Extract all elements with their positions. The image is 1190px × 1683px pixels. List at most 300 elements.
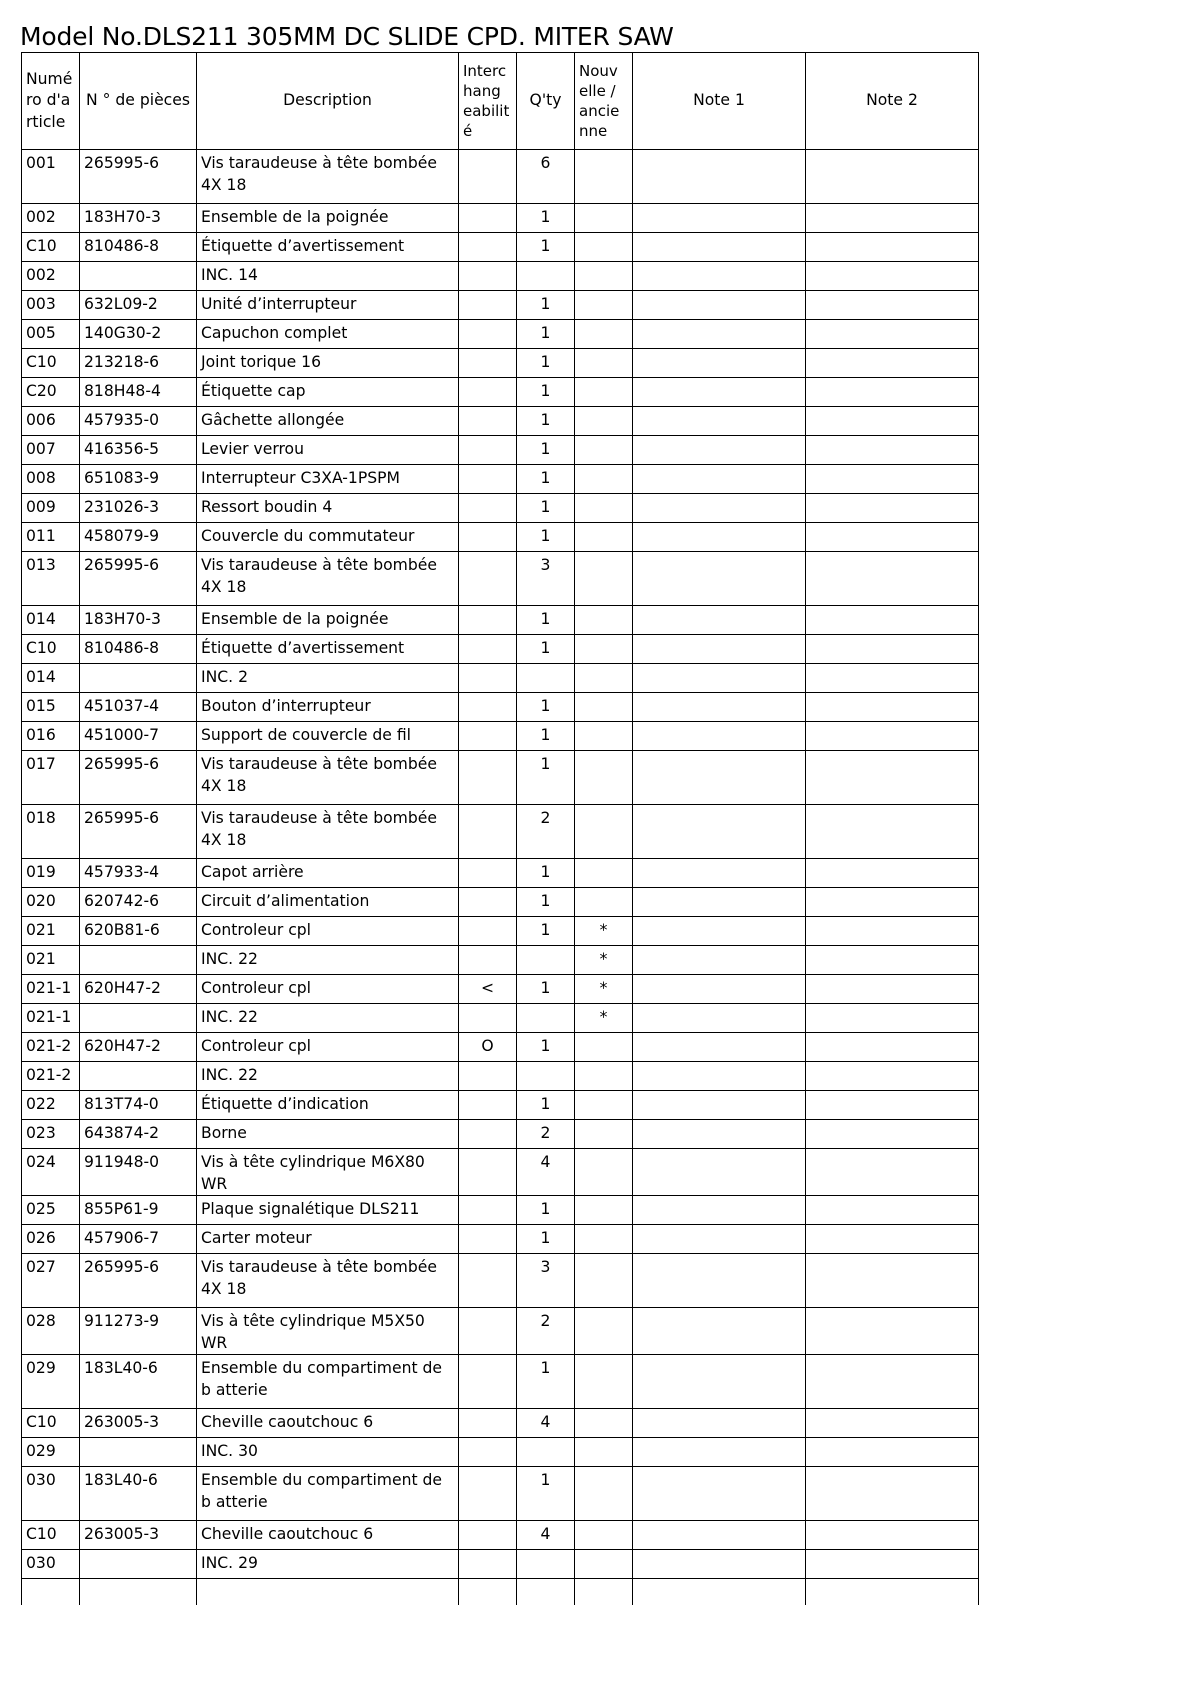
- cell-item-no: C10: [22, 1409, 80, 1438]
- cell-note-1: [633, 233, 806, 262]
- cell-interchangeability: [459, 378, 517, 407]
- cell-part-no: 818H48-4: [80, 378, 197, 407]
- cell-new-old: [575, 1308, 633, 1355]
- empty-cell: [575, 1579, 633, 1605]
- cell-qty: 1: [517, 320, 575, 349]
- cell-note-1: [633, 635, 806, 664]
- cell-note-1: [633, 888, 806, 917]
- cell-part-no: 810486-8: [80, 635, 197, 664]
- cell-part-no: [80, 946, 197, 975]
- cell-new-old: [575, 1521, 633, 1550]
- empty-cell: [806, 1579, 979, 1605]
- cell-qty: 1: [517, 465, 575, 494]
- table-row: [22, 552, 979, 606]
- header-part-no: N ° de pièces: [80, 53, 197, 150]
- cell-interchangeability: [459, 320, 517, 349]
- table-row: [22, 805, 979, 859]
- cell-note-2: [806, 1033, 979, 1062]
- cell-qty: 1: [517, 751, 575, 805]
- cell-part-no: 265995-6: [80, 552, 197, 606]
- cell-description: Interrupteur C3XA-1PSPM: [197, 465, 459, 494]
- table-row: [22, 1521, 979, 1550]
- table-row-empty: [22, 1579, 979, 1605]
- cell-qty: 1: [517, 693, 575, 722]
- cell-new-old: [575, 1196, 633, 1225]
- cell-item-no: 006: [22, 407, 80, 436]
- table-row: [22, 888, 979, 917]
- cell-qty: 1: [517, 1467, 575, 1521]
- cell-new-old: *: [575, 975, 633, 1004]
- cell-description: Capuchon complet: [197, 320, 459, 349]
- cell-interchangeability: [459, 751, 517, 805]
- cell-item-no: 015: [22, 693, 80, 722]
- cell-description: INC. 14: [197, 262, 459, 291]
- table-row: [22, 664, 979, 693]
- cell-new-old: [575, 1409, 633, 1438]
- cell-interchangeability: [459, 291, 517, 320]
- table-row: [22, 523, 979, 552]
- cell-interchangeability: [459, 523, 517, 552]
- cell-interchangeability: [459, 635, 517, 664]
- cell-interchangeability: [459, 805, 517, 859]
- cell-qty: 1: [517, 635, 575, 664]
- cell-interchangeability: [459, 664, 517, 693]
- cell-interchangeability: [459, 1196, 517, 1225]
- cell-new-old: [575, 664, 633, 693]
- cell-part-no: 183H70-3: [80, 606, 197, 635]
- cell-interchangeability: [459, 1149, 517, 1196]
- cell-new-old: [575, 751, 633, 805]
- cell-part-no: 643874-2: [80, 1120, 197, 1149]
- cell-note-2: [806, 805, 979, 859]
- cell-interchangeability: [459, 1438, 517, 1467]
- table-row: [22, 378, 979, 407]
- cell-note-1: [633, 204, 806, 233]
- cell-qty: 1: [517, 204, 575, 233]
- cell-item-no: C10: [22, 635, 80, 664]
- cell-note-1: [633, 436, 806, 465]
- cell-note-2: [806, 378, 979, 407]
- cell-new-old: [575, 1149, 633, 1196]
- cell-note-2: [806, 751, 979, 805]
- cell-description: Controleur cpl: [197, 975, 459, 1004]
- cell-item-no: 030: [22, 1550, 80, 1579]
- parts-table: [21, 52, 979, 1605]
- cell-qty: 1: [517, 975, 575, 1004]
- cell-qty: 6: [517, 150, 575, 204]
- cell-new-old: *: [575, 1004, 633, 1033]
- cell-new-old: [575, 150, 633, 204]
- cell-qty: 1: [517, 233, 575, 262]
- table-header-row: [22, 53, 979, 150]
- cell-note-1: [633, 1550, 806, 1579]
- cell-part-no: 651083-9: [80, 465, 197, 494]
- cell-new-old: [575, 693, 633, 722]
- cell-part-no: 265995-6: [80, 751, 197, 805]
- cell-description: Ensemble du compartiment de b atterie: [197, 1467, 459, 1521]
- table-row: [22, 917, 979, 946]
- cell-new-old: [575, 1225, 633, 1254]
- cell-interchangeability: [459, 722, 517, 751]
- cell-new-old: [575, 722, 633, 751]
- cell-item-no: 007: [22, 436, 80, 465]
- cell-interchangeability: [459, 888, 517, 917]
- empty-cell: [517, 1579, 575, 1605]
- cell-note-1: [633, 805, 806, 859]
- cell-note-2: [806, 975, 979, 1004]
- cell-note-1: [633, 378, 806, 407]
- cell-part-no: [80, 1438, 197, 1467]
- table-row: [22, 262, 979, 291]
- cell-item-no: 019: [22, 859, 80, 888]
- cell-interchangeability: [459, 407, 517, 436]
- cell-note-2: [806, 917, 979, 946]
- table-row: [22, 1062, 979, 1091]
- cell-item-no: 021: [22, 946, 80, 975]
- table-row: [22, 1550, 979, 1579]
- table-row: [22, 1149, 979, 1196]
- cell-qty: [517, 664, 575, 693]
- cell-description: Borne: [197, 1120, 459, 1149]
- cell-new-old: [575, 523, 633, 552]
- cell-part-no: [80, 262, 197, 291]
- table-row: [22, 407, 979, 436]
- cell-note-1: [633, 1091, 806, 1120]
- cell-note-1: [633, 1033, 806, 1062]
- cell-part-no: 213218-6: [80, 349, 197, 378]
- table-row: [22, 1225, 979, 1254]
- table-row: [22, 1033, 979, 1062]
- cell-qty: 4: [517, 1521, 575, 1550]
- cell-part-no: 231026-3: [80, 494, 197, 523]
- cell-description: Ensemble de la poignée: [197, 606, 459, 635]
- cell-part-no: 810486-8: [80, 233, 197, 262]
- table-row: [22, 291, 979, 320]
- parts-table-body: [22, 150, 979, 1605]
- table-row: [22, 1355, 979, 1409]
- header-qty: Q'ty: [517, 53, 575, 150]
- cell-part-no: 265995-6: [80, 1254, 197, 1308]
- table-row: [22, 1004, 979, 1033]
- cell-new-old: [575, 1355, 633, 1409]
- cell-item-no: 017: [22, 751, 80, 805]
- table-row: [22, 320, 979, 349]
- cell-part-no: 451000-7: [80, 722, 197, 751]
- cell-item-no: C10: [22, 349, 80, 378]
- cell-note-1: [633, 722, 806, 751]
- cell-new-old: [575, 805, 633, 859]
- cell-note-1: [633, 465, 806, 494]
- cell-new-old: [575, 635, 633, 664]
- cell-new-old: [575, 494, 633, 523]
- cell-note-1: [633, 1521, 806, 1550]
- cell-qty: 1: [517, 1355, 575, 1409]
- cell-description: Unité d’interrupteur: [197, 291, 459, 320]
- cell-note-1: [633, 150, 806, 204]
- empty-cell: [22, 1579, 80, 1605]
- table-row: [22, 1120, 979, 1149]
- cell-note-2: [806, 722, 979, 751]
- cell-part-no: 183H70-3: [80, 204, 197, 233]
- cell-part-no: 457935-0: [80, 407, 197, 436]
- table-row: [22, 859, 979, 888]
- cell-new-old: *: [575, 917, 633, 946]
- cell-new-old: [575, 859, 633, 888]
- cell-item-no: 014: [22, 664, 80, 693]
- cell-interchangeability: [459, 1120, 517, 1149]
- cell-note-2: [806, 1467, 979, 1521]
- cell-interchangeability: [459, 1254, 517, 1308]
- cell-note-2: [806, 465, 979, 494]
- cell-item-no: 013: [22, 552, 80, 606]
- table-row: [22, 465, 979, 494]
- cell-note-1: [633, 1004, 806, 1033]
- cell-item-no: 016: [22, 722, 80, 751]
- cell-description: Bouton d’interrupteur: [197, 693, 459, 722]
- cell-qty: [517, 946, 575, 975]
- cell-qty: 2: [517, 805, 575, 859]
- cell-note-2: [806, 859, 979, 888]
- cell-interchangeability: [459, 1308, 517, 1355]
- cell-note-2: [806, 150, 979, 204]
- header-note-1: Note 1: [633, 53, 806, 150]
- cell-interchangeability: [459, 1225, 517, 1254]
- cell-note-2: [806, 204, 979, 233]
- cell-qty: 1: [517, 917, 575, 946]
- cell-new-old: [575, 1467, 633, 1521]
- cell-item-no: 021: [22, 917, 80, 946]
- cell-part-no: 457906-7: [80, 1225, 197, 1254]
- cell-interchangeability: [459, 349, 517, 378]
- cell-part-no: [80, 1004, 197, 1033]
- table-row: [22, 1308, 979, 1355]
- table-row: [22, 233, 979, 262]
- cell-new-old: [575, 320, 633, 349]
- cell-new-old: [575, 1438, 633, 1467]
- table-row: [22, 606, 979, 635]
- cell-description: Ressort boudin 4: [197, 494, 459, 523]
- cell-note-1: [633, 1254, 806, 1308]
- cell-new-old: [575, 1550, 633, 1579]
- cell-interchangeability: [459, 552, 517, 606]
- table-row: [22, 1254, 979, 1308]
- cell-qty: 1: [517, 722, 575, 751]
- cell-part-no: 263005-3: [80, 1409, 197, 1438]
- cell-description: Support de couvercle de fil: [197, 722, 459, 751]
- cell-note-2: [806, 233, 979, 262]
- cell-interchangeability: [459, 262, 517, 291]
- cell-note-2: [806, 888, 979, 917]
- cell-note-1: [633, 291, 806, 320]
- cell-interchangeability: [459, 204, 517, 233]
- cell-description: Étiquette d’avertissement: [197, 635, 459, 664]
- cell-part-no: 183L40-6: [80, 1355, 197, 1409]
- cell-qty: 2: [517, 1120, 575, 1149]
- cell-item-no: 023: [22, 1120, 80, 1149]
- table-row: [22, 751, 979, 805]
- cell-note-2: [806, 1521, 979, 1550]
- cell-note-1: [633, 1308, 806, 1355]
- cell-note-1: [633, 552, 806, 606]
- cell-description: Plaque signalétique DLS211: [197, 1196, 459, 1225]
- cell-part-no: 855P61-9: [80, 1196, 197, 1225]
- cell-new-old: [575, 1091, 633, 1120]
- cell-note-2: [806, 1308, 979, 1355]
- cell-note-1: [633, 606, 806, 635]
- table-row: [22, 1409, 979, 1438]
- cell-item-no: 002: [22, 204, 80, 233]
- cell-description: INC. 30: [197, 1438, 459, 1467]
- cell-note-1: [633, 320, 806, 349]
- cell-description: Carter moteur: [197, 1225, 459, 1254]
- cell-item-no: C20: [22, 378, 80, 407]
- cell-description: Ensemble de la poignée: [197, 204, 459, 233]
- cell-interchangeability: [459, 859, 517, 888]
- cell-new-old: [575, 552, 633, 606]
- cell-description: Cheville caoutchouc 6: [197, 1409, 459, 1438]
- cell-interchangeability: [459, 917, 517, 946]
- cell-description: Vis taraudeuse à tête bombée 4X 18: [197, 805, 459, 859]
- cell-note-1: [633, 917, 806, 946]
- cell-item-no: 005: [22, 320, 80, 349]
- cell-note-2: [806, 1254, 979, 1308]
- cell-note-1: [633, 523, 806, 552]
- cell-part-no: 265995-6: [80, 805, 197, 859]
- cell-description: INC. 22: [197, 1004, 459, 1033]
- cell-note-1: [633, 349, 806, 378]
- cell-qty: 1: [517, 1033, 575, 1062]
- cell-part-no: 457933-4: [80, 859, 197, 888]
- cell-note-1: [633, 1120, 806, 1149]
- cell-item-no: 009: [22, 494, 80, 523]
- cell-qty: [517, 1550, 575, 1579]
- cell-interchangeability: [459, 1062, 517, 1091]
- cell-note-2: [806, 349, 979, 378]
- cell-part-no: 911273-9: [80, 1308, 197, 1355]
- cell-part-no: 183L40-6: [80, 1467, 197, 1521]
- cell-qty: 1: [517, 349, 575, 378]
- cell-qty: 1: [517, 407, 575, 436]
- cell-note-1: [633, 1355, 806, 1409]
- cell-qty: [517, 262, 575, 291]
- cell-new-old: [575, 262, 633, 291]
- cell-note-1: [633, 1196, 806, 1225]
- empty-cell: [633, 1579, 806, 1605]
- cell-note-2: [806, 523, 979, 552]
- cell-description: Étiquette d’indication: [197, 1091, 459, 1120]
- empty-cell: [197, 1579, 459, 1605]
- cell-item-no: 027: [22, 1254, 80, 1308]
- cell-part-no: 620H47-2: [80, 975, 197, 1004]
- header-new-old: Nouv elle / ancie nne: [575, 53, 633, 150]
- cell-interchangeability: [459, 1521, 517, 1550]
- table-row: [22, 1196, 979, 1225]
- cell-note-2: [806, 1149, 979, 1196]
- cell-note-1: [633, 664, 806, 693]
- cell-item-no: 011: [22, 523, 80, 552]
- header-description: Description: [197, 53, 459, 150]
- cell-note-2: [806, 1355, 979, 1409]
- cell-item-no: C10: [22, 233, 80, 262]
- cell-note-2: [806, 946, 979, 975]
- cell-interchangeability: [459, 1467, 517, 1521]
- cell-description: INC. 22: [197, 1062, 459, 1091]
- cell-note-2: [806, 1062, 979, 1091]
- cell-interchangeability: [459, 1409, 517, 1438]
- cell-note-2: [806, 1120, 979, 1149]
- cell-note-2: [806, 1225, 979, 1254]
- cell-part-no: 620742-6: [80, 888, 197, 917]
- cell-item-no: 018: [22, 805, 80, 859]
- cell-description: Cheville caoutchouc 6: [197, 1521, 459, 1550]
- cell-item-no: C10: [22, 1521, 80, 1550]
- cell-description: Vis taraudeuse à tête bombée 4X 18: [197, 1254, 459, 1308]
- cell-interchangeability: [459, 436, 517, 465]
- cell-note-2: [806, 407, 979, 436]
- cell-note-2: [806, 262, 979, 291]
- cell-note-2: [806, 436, 979, 465]
- cell-note-1: [633, 946, 806, 975]
- cell-new-old: [575, 606, 633, 635]
- cell-part-no: 911948-0: [80, 1149, 197, 1196]
- cell-item-no: 001: [22, 150, 80, 204]
- cell-new-old: [575, 1062, 633, 1091]
- table-row: [22, 436, 979, 465]
- cell-description: Vis à tête cylindrique M6X80 WR: [197, 1149, 459, 1196]
- cell-item-no: 024: [22, 1149, 80, 1196]
- cell-note-2: [806, 494, 979, 523]
- cell-interchangeability: [459, 606, 517, 635]
- cell-qty: 2: [517, 1308, 575, 1355]
- cell-description: Joint torique 16: [197, 349, 459, 378]
- cell-description: Couvercle du commutateur: [197, 523, 459, 552]
- cell-item-no: 002: [22, 262, 80, 291]
- empty-cell: [459, 1579, 517, 1605]
- cell-interchangeability: [459, 1550, 517, 1579]
- cell-qty: 1: [517, 1091, 575, 1120]
- cell-qty: 1: [517, 1225, 575, 1254]
- cell-description: INC. 2: [197, 664, 459, 693]
- cell-part-no: 265995-6: [80, 150, 197, 204]
- cell-part-no: 620B81-6: [80, 917, 197, 946]
- empty-cell: [80, 1579, 197, 1605]
- cell-note-2: [806, 1004, 979, 1033]
- cell-item-no: 029: [22, 1438, 80, 1467]
- cell-description: Vis taraudeuse à tête bombée 4X 18: [197, 150, 459, 204]
- cell-qty: 3: [517, 552, 575, 606]
- cell-qty: 1: [517, 859, 575, 888]
- cell-part-no: 632L09-2: [80, 291, 197, 320]
- cell-qty: 1: [517, 1196, 575, 1225]
- cell-qty: 4: [517, 1409, 575, 1438]
- cell-item-no: 021-2: [22, 1062, 80, 1091]
- cell-note-2: [806, 664, 979, 693]
- cell-item-no: 022: [22, 1091, 80, 1120]
- cell-interchangeability: [459, 1004, 517, 1033]
- cell-note-2: [806, 320, 979, 349]
- cell-description: Étiquette d’avertissement: [197, 233, 459, 262]
- cell-interchangeability: [459, 946, 517, 975]
- cell-new-old: [575, 1033, 633, 1062]
- cell-note-1: [633, 1438, 806, 1467]
- cell-item-no: 026: [22, 1225, 80, 1254]
- table-row: [22, 349, 979, 378]
- cell-item-no: 030: [22, 1467, 80, 1521]
- cell-description: Capot arrière: [197, 859, 459, 888]
- cell-new-old: *: [575, 946, 633, 975]
- cell-interchangeability: [459, 1091, 517, 1120]
- cell-part-no: 458079-9: [80, 523, 197, 552]
